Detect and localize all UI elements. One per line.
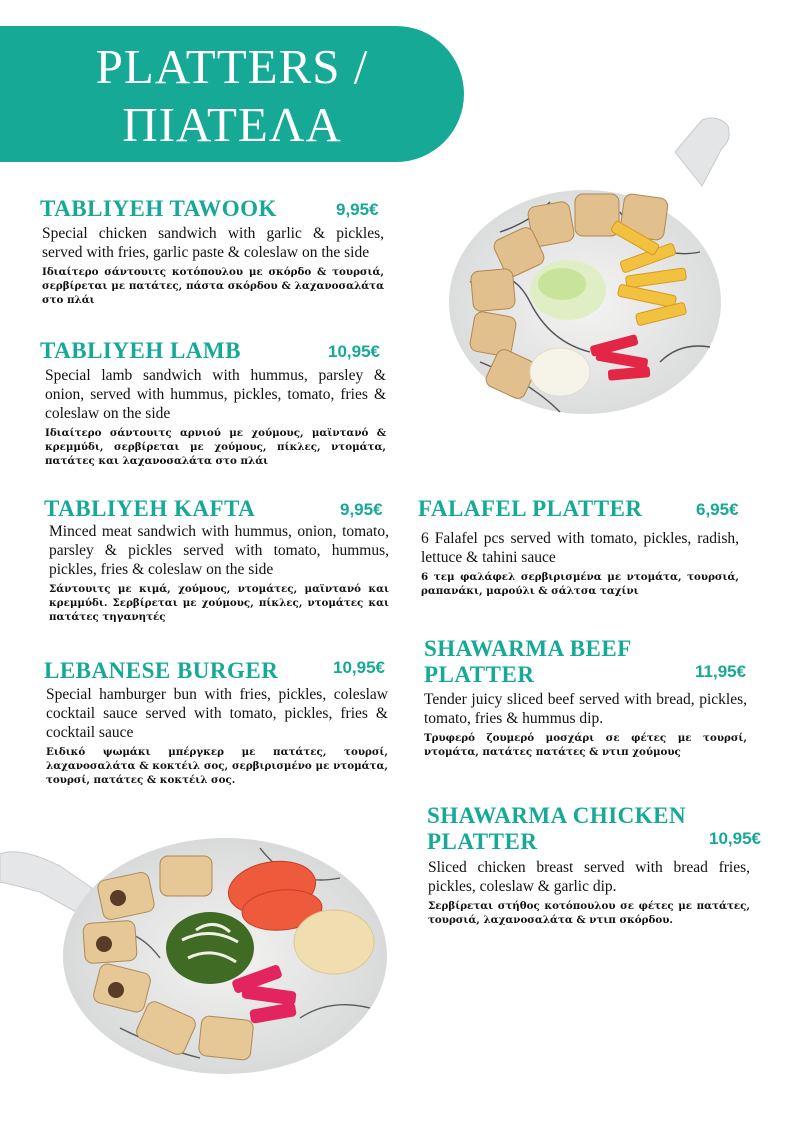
description-greek: Σάντουιτς με κιμά, χούμους, ντομάτες, μαϊντανό και κρεμμύδι. Σερβίρεται με χούμους, πίκλες, ντομάτες και πατάτες τηγανητές: [49, 583, 389, 623]
page-title-line-1: PLATTERS /: [95, 39, 369, 94]
description-english: Special chicken sandwich with garlic & pickles, served with fries, garlic paste & coleslaw on the side: [42, 225, 384, 261]
description-greek: Ιδιαίτερο σάντουιτς αρνιού με χούμους, μαϊντανό & κρεμμύδι, σερβίρεται με χούμους, πίκλες, ντομάτα, πατάτες και λαχανοσαλάτα στο πλάι: [45, 427, 386, 467]
item-description-falafel-platter: [421, 529, 739, 598]
item-description-tabliyeh-tawook: [42, 224, 384, 307]
item-name: TABLIYEH LAMB: [40, 338, 241, 363]
item-description-tabliyeh-kafta: [49, 522, 389, 624]
item-description-lebanese-burger: [46, 685, 388, 787]
menu-item-shawarma-beef-platter: [424, 636, 684, 688]
item-name: LEBANESE BURGER: [44, 658, 279, 683]
description-greek: Σερβίρεται στήθος κοτόπουλου σε φέτες με πατάτες, τουρσιά, λαχανοσαλάτα & ντιπ σκόρδου.: [428, 900, 750, 926]
menu-item-falafel-platter: [418, 496, 698, 522]
description-english: Special hamburger bun with fries, pickles, coleslaw cocktail sauce served with tomato, pickles, fries & cocktail sauce: [46, 686, 388, 741]
menu-item-tabliyeh-lamb: [40, 338, 340, 364]
item-price-shawarma-chicken-platter: 10,95€: [709, 829, 761, 848]
description-english: Minced meat sandwich with hummus, onion, tomato, parsley & pickles served with tomato, hummus, pickles, fries & coleslaw on the side: [49, 523, 389, 578]
item-name: TABLIYEH TAWOOK: [40, 196, 277, 221]
tabliyeh-platter-photo: [440, 112, 740, 432]
menu-item-shawarma-chicken-platter: [427, 803, 717, 855]
item-price-lebanese-burger: 10,95€: [333, 658, 385, 677]
description-english: Special lamb sandwich with hummus, parsley & onion, served with hummus, pickles, tomato, fries & coleslaw on the side: [45, 367, 386, 422]
item-name: SHAWARMA BEEF PLATTER: [424, 636, 631, 687]
item-description-shawarma-beef-platter: [424, 690, 747, 759]
description-english: Sliced chicken breast served with bread fries, pickles, coleslaw & garlic dip.: [428, 859, 750, 895]
description-greek: Τρυφερό ζουμερό μοσχάρι σε φέτες με τουρσί, ντομάτα, πατάτες πατάτες & ντιπ χούμους: [424, 732, 747, 758]
item-price-tabliyeh-kafta: 9,95€: [340, 500, 383, 519]
description-greek: 6 τεμ φαλάφελ σερβιρισμένα με ντομάτα, τουρσιά, ραπανάκι, μαρούλι & σάλτσα ταχίνι: [421, 571, 739, 597]
item-name: SHAWARMA CHICKEN PLATTER: [427, 803, 687, 854]
description-greek: Ιδιαίτερο σάντουιτς κοτόπουλου με σκόρδο & τουρσιά, σερβίρεται με πατάτες, πάστα σκόρδου & λαχανοσαλάτα στο πλάι: [42, 266, 384, 306]
menu-item-lebanese-burger: [44, 658, 344, 684]
item-description-tabliyeh-lamb: [45, 366, 386, 468]
description-english: Tender juicy sliced beef served with bread, pickles, tomato, fries & hummus dip.: [424, 691, 747, 727]
title-banner: [0, 26, 464, 162]
kafta-platter-photo: [0, 818, 390, 1078]
item-price-shawarma-beef-platter: 11,95€: [695, 662, 747, 681]
item-price-tabliyeh-lamb: 10,95€: [328, 342, 380, 361]
item-description-shawarma-chicken-platter: [428, 858, 750, 927]
item-name: TABLIYEH KAFTA: [44, 496, 256, 521]
description-greek: Ειδικό ψωμάκι μπέργκερ με πατάτες, τουρσί, λαχανοσαλάτα & κοκτέιλ σος, σερβιρισμένο με ντομάτα, τουρσί, πατάτες & κοκτέιλ σος.: [46, 746, 388, 786]
menu-item-tabliyeh-kafta: [44, 496, 344, 522]
page-title-line-2: ΠΙΑΤΕΛΑ: [122, 97, 342, 152]
menu-item-tabliyeh-tawook: [40, 196, 385, 222]
item-name: FALAFEL PLATTER: [418, 496, 643, 521]
item-price-falafel-platter: 6,95€: [696, 500, 739, 519]
item-price-tabliyeh-tawook: 9,95€: [336, 200, 379, 219]
description-english: 6 Falafel pcs served with tomato, pickles, radish, lettuce & tahini sauce: [421, 530, 739, 566]
